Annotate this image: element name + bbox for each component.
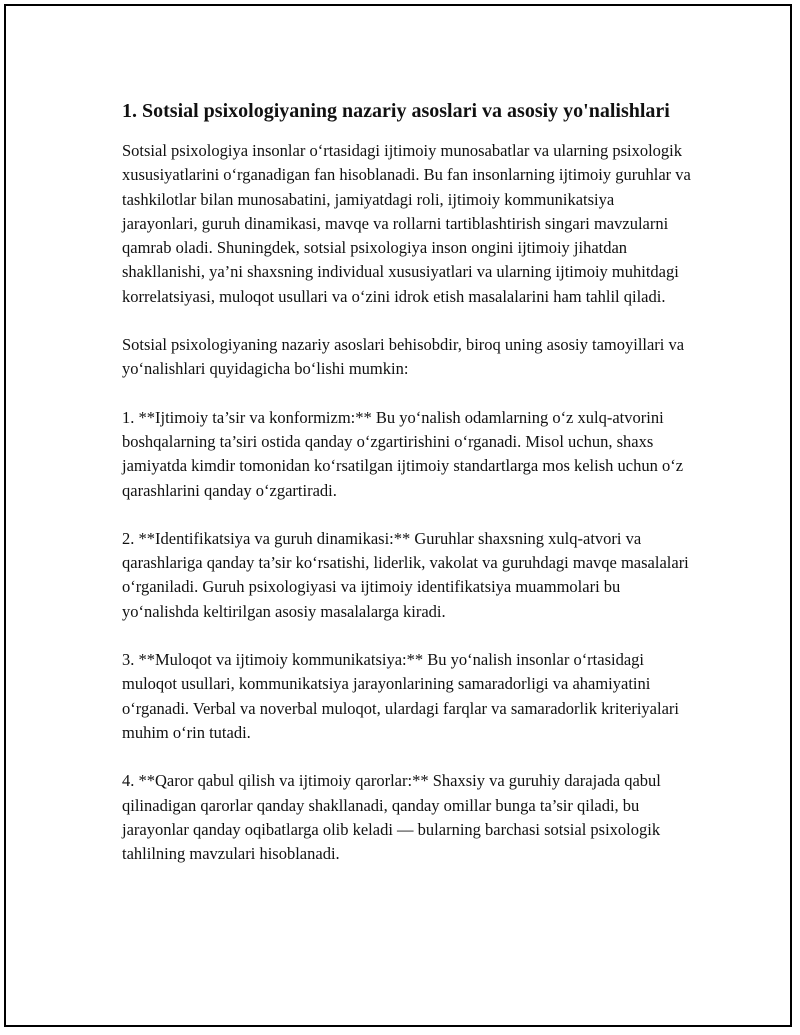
paragraph-foundations: Sotsial psixologiyaning nazariy asoslari behisobdir, biroq uning asosiy tamoyillari va yo‘nalishlari quyidagicha bo‘lishi mumkin: [122, 335, 685, 379]
document-body [122, 98, 692, 890]
document-page [4, 4, 792, 1027]
list-item-3: 3. **Muloqot va ijtimoiy kommunikatsiya:** Bu yo‘nalish insonlar o‘rtasidagi muloqot usullari, kommunikatsiya jarayonlarining samaradorligi va ahamiyatini o‘rganadi. Verbal va noverbal muloqot, ulardagi farqlar va samaradorlik kriteriyalari muhim o‘rin tutadi. [122, 650, 679, 742]
list-item-4: 4. **Qaror qabul qilish va ijtimoiy qarorlar:** Shaxsiy va guruhiy darajada qabul qilinadigan qarorlar qanday shakllanadi, qanday omillar bunga ta’sir qiladi, bu jarayonlar qanday oqibatlarga olib keladi — bularning barchasi sotsial psixologik tahlilning mavzulari hisoblanadi. [122, 771, 661, 864]
paragraph-intro: Sotsial psixologiya insonlar o‘rtasidagi ijtimoiy munosabatlar va ularning psixologik xususiyatlarini o‘rganadigan fan hisoblanadi. Bu fan insonlarning ijtimoiy guruhlar va tashkilotlar bilan munosabatini, jamiyatdagi roli, ijtimoiy kommunikatsiya jarayonlari, guruh dinamikasi, mavqe va rollarni tartiblashtirish singari mavzularni qamrab oladi. Shuningdek, sotsial psixologiya inson ongini ijtimoiy jihatdan shakllanishi, ya’ni shaxsning individual xususiyatlari va ularning ijtimoiy muhitdagi korrelatsiyasi, muloqot usullari va o‘zini idrok etish masalalarini ham tahlil qiladi. [122, 141, 691, 306]
section-heading: 1. Sotsial psixologiyaning nazariy asoslari va asosiy yo'nalishlari [122, 100, 670, 122]
list-item-2: 2. **Identifikatsiya va guruh dinamikasi:** Guruhlar shaxsning xulq-atvori va qarashlariga qanday ta’sir ko‘rsatishi, liderlik, vakolat va guruhdagi mavqe masalalari o‘rganiladi. Guruh psixologiyasi va ijtimoiy identifikatsiya muammolari bu yo‘nalishda keltirilgan asosiy masalalarga kiradi. [122, 528, 689, 621]
list-item-1: 1. **Ijtimoiy ta’sir va konformizm:** Bu yo‘nalish odamlarning o‘z xulq-atvorini boshqalarning ta’siri ostida qanday o‘zgartirishini o‘rganadi. Misol uchun, shaxs jamiyatda kimdir tomonidan ko‘rsatilgan ijtimoiy standartlarga mos kelish uchun o‘z qarashlarini qanday o‘zgartiradi. [122, 407, 684, 500]
